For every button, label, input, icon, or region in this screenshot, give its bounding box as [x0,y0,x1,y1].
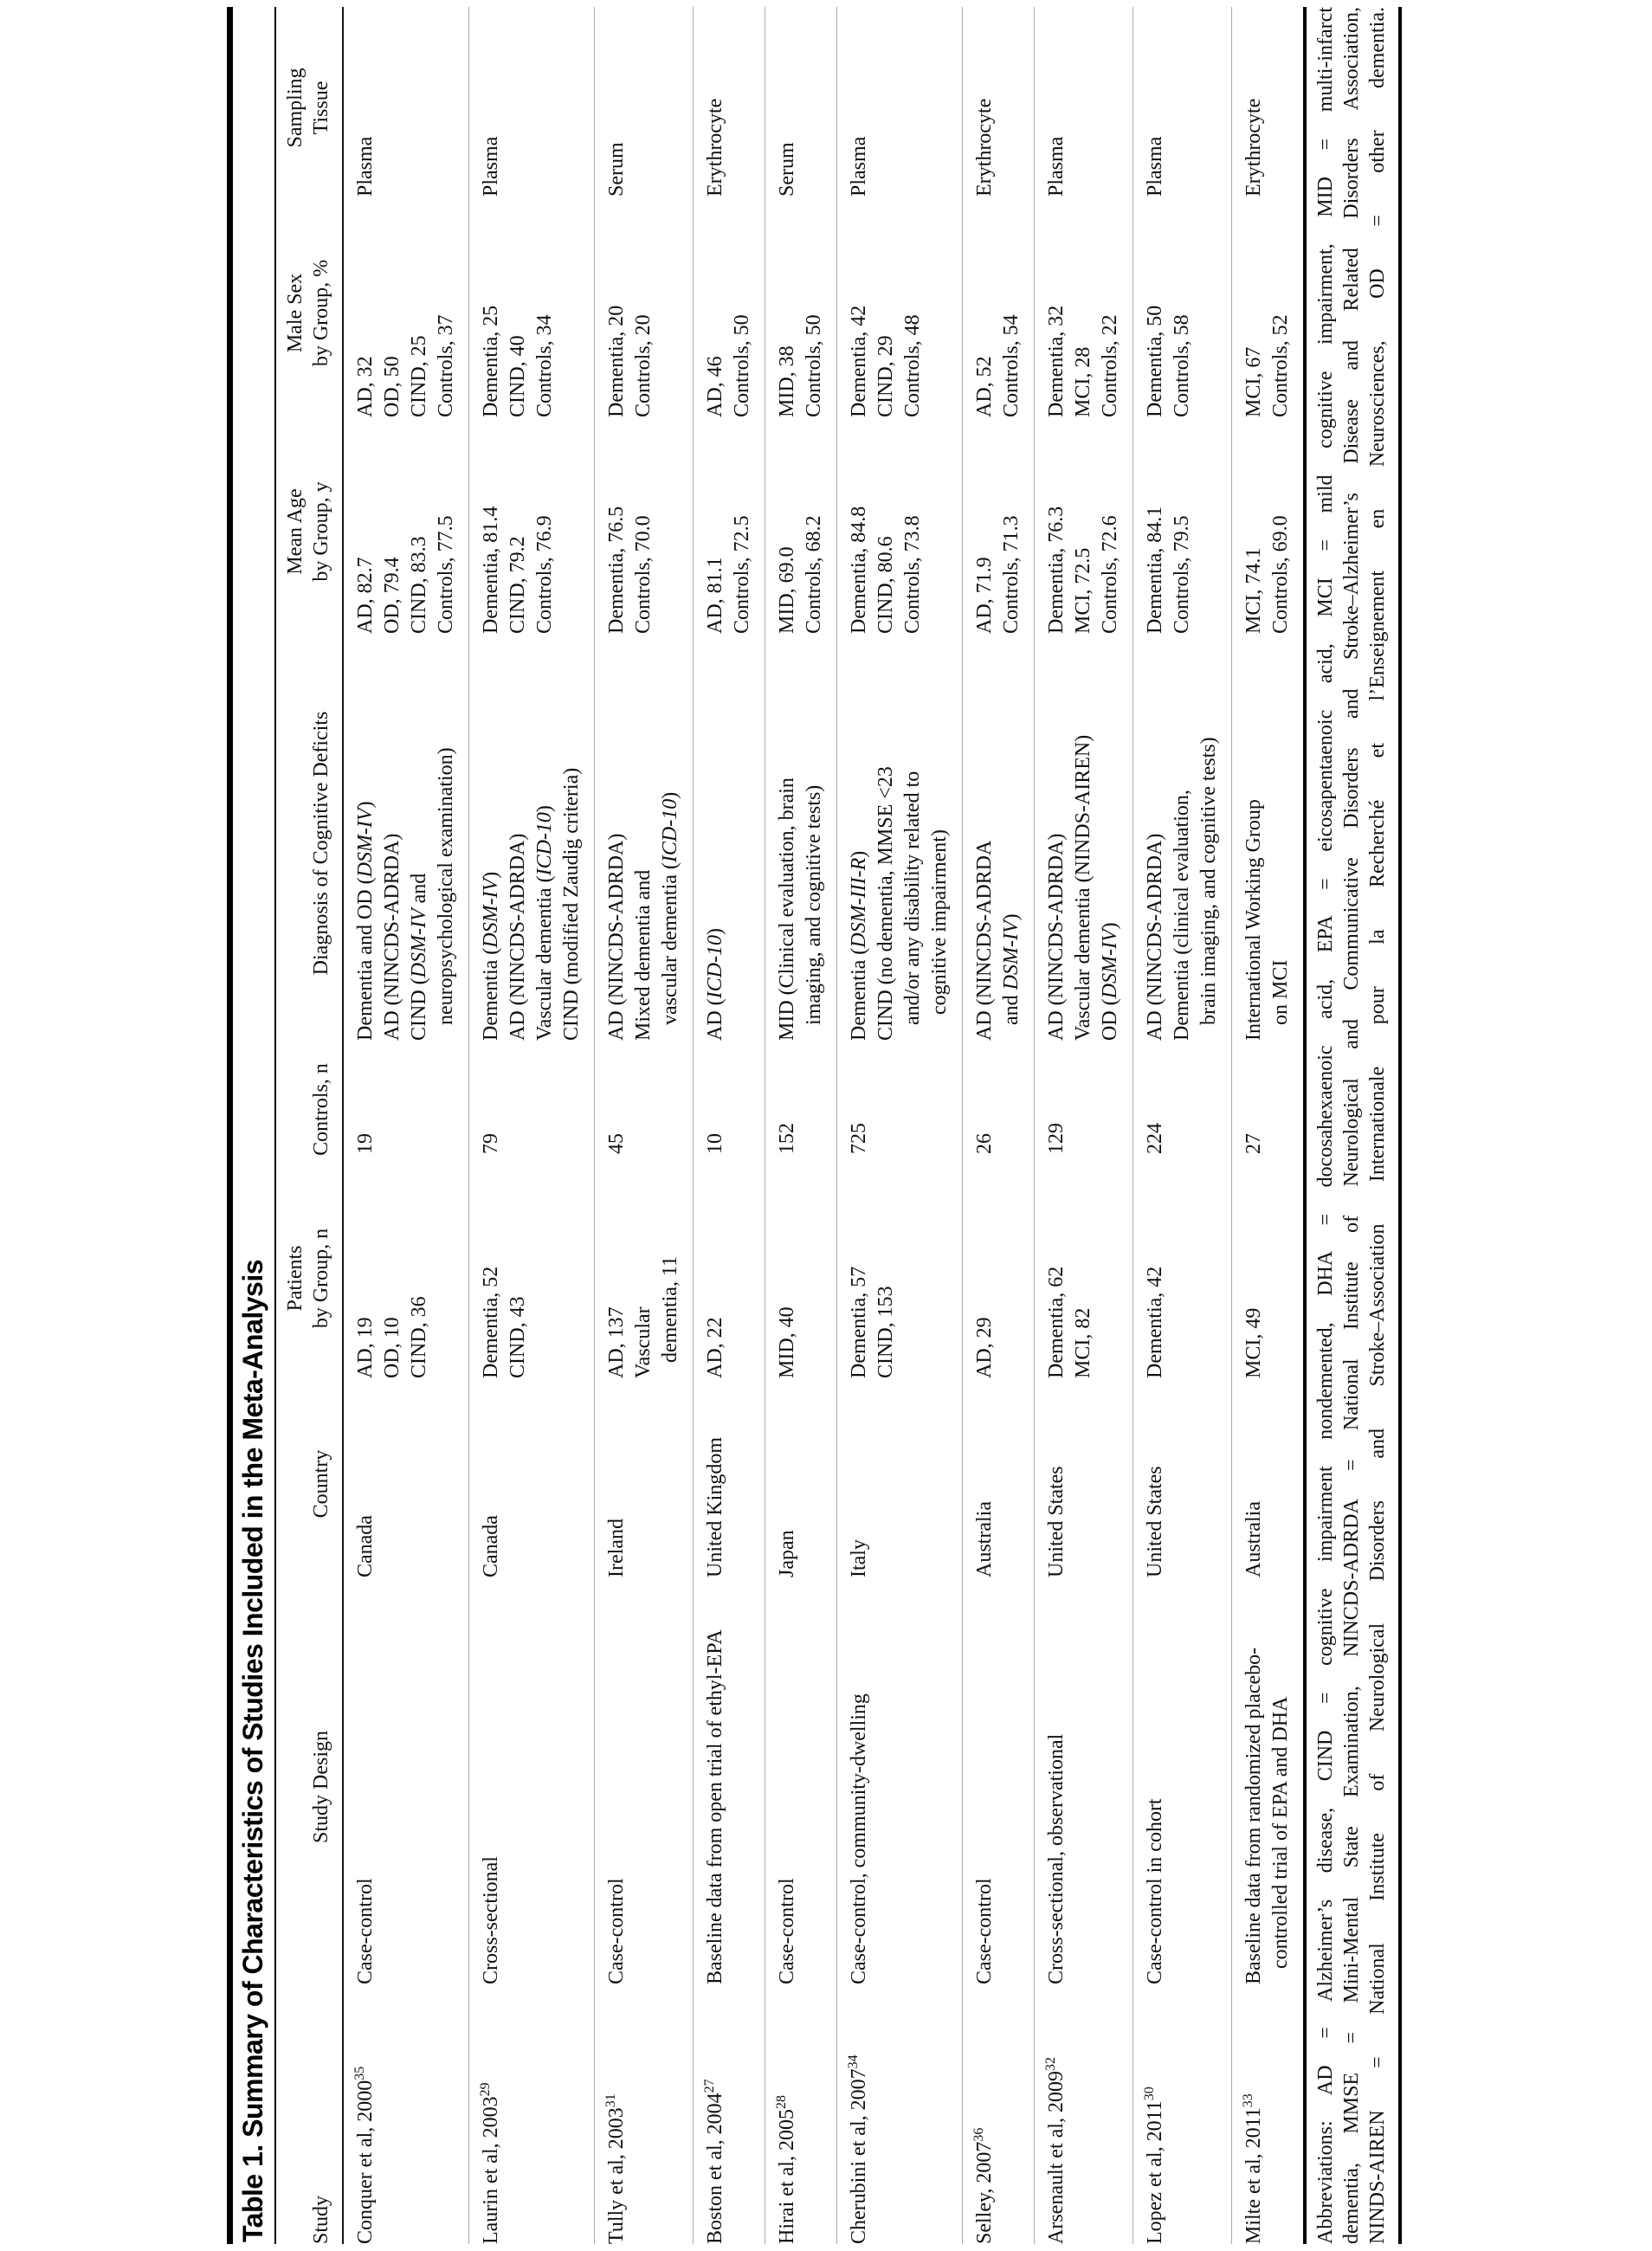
cell-country [1043,1378,1124,1577]
cell-controls [1142,1041,1223,1166]
reference-superscript: 27 [702,2079,717,2093]
cell-country [1142,1378,1223,1577]
cell-line: CIND, 36 [408,1296,430,1378]
cell-line: Baseline data from randomized placebo- [1242,1647,1265,1984]
cell-line: AD, 81.1 [704,557,726,634]
header-line: Country [310,1449,332,1519]
cell-patients [603,1166,684,1378]
cell-diagnosis [352,634,460,1041]
cell-line: AD (NINCDS-ADRDA) [381,833,403,1041]
cell-line: imaging, and cognitive tests) [803,784,825,1041]
cell-line: Serum [776,142,798,197]
cell-country [971,1378,1025,1577]
cell-line: CIND, 40 [507,335,529,417]
cell-country [1241,1378,1294,1577]
cell-line: Dementia, 52 [480,1266,502,1378]
cell-line: and/or any disability related to [901,771,924,1041]
cell-design [478,1577,585,1984]
cell-line: CIND, 83.3 [408,536,430,634]
table-row [1231,7,1303,2244]
cell-tissue [702,7,756,197]
cell-tissue [846,7,953,197]
table-header-row [276,7,342,2244]
cell-male_sex [1043,197,1124,417]
summary-table [0,7,1402,2244]
cell-country [846,1378,953,1577]
cell-line: AD (NINCDS-ADRDA) [605,833,628,1041]
cell-controls [352,1041,460,1166]
cell-line: CIND (modified Zaudig criteria) [560,767,583,1041]
cell-line: Plasma [354,136,377,197]
cell-line: International Working Group [1242,799,1265,1041]
header-line: Male Sex [284,273,307,353]
cell-diagnosis [774,634,828,1041]
cell-line: Controls, 50 [731,314,753,417]
header-line: Study [310,2195,332,2244]
header-line: Diagnosis of Cognitive Deficits [310,711,332,976]
cell-controls [702,1041,756,1166]
reference-superscript: 32 [1043,2057,1058,2072]
cell-study [846,1984,953,2244]
cell-line: Dementia, 76.5 [605,506,628,634]
cell-male_sex [603,197,684,417]
cell-line: CIND, 153 [874,1286,897,1378]
cell-patients [702,1166,756,1378]
cell-line: OD (DSM-IV) [1099,922,1121,1041]
cell-study [478,1984,585,2244]
cell-patients [1043,1166,1124,1378]
cell-design [971,1577,1025,1984]
cell-line: cognitive impairment) [928,829,951,1041]
study-label: Milte et al, 2011$^{33}$ [1241,2093,1265,2244]
cell-design [1043,1577,1124,1984]
cell-country [702,1378,756,1577]
cell-controls [971,1041,1025,1166]
cell-diagnosis [971,634,1025,1041]
cell-line: Controls, 52 [1269,314,1292,417]
cell-line: Dementia and OD (DSM-IV) [354,801,377,1041]
table-row [1034,7,1133,2244]
cell-line: Controls, 69.0 [1269,515,1292,634]
cell-study [774,1984,828,2244]
cell-controls [1241,1041,1294,1166]
cell-tissue [971,7,1025,197]
cell-line: AD (ICD-10) [704,928,726,1041]
cell-line: Erythrocyte [1242,98,1265,197]
cell-line: OD, 79.4 [381,557,403,634]
header-line: Sampling [284,68,307,148]
cell-diagnosis [1241,634,1294,1041]
cell-line: Controls, 72.6 [1099,515,1121,634]
cell-line: AD (NINCDS-ADRDA [973,840,996,1041]
study-label: Hirai et al, 2005$^{28}$ [774,2095,798,2244]
cell-design [846,1577,953,1984]
cell-line: AD (NINCDS-ADRDA) [1144,833,1166,1041]
cell-line: Vascular dementia (NINDS-AIREN) [1072,734,1094,1041]
reference-superscript: 33 [1241,2093,1255,2108]
table-row [693,7,765,2244]
cell-mean_age [846,417,953,634]
table-body [344,7,1303,2244]
header-line: by Group, n [310,1228,332,1329]
cell-line: OD, 10 [381,1317,403,1378]
cell-line: CIND (no dementia, MMSE <23 [874,766,897,1041]
reference-superscript: 31 [603,2093,618,2108]
cell-line: Dementia, 84.1 [1144,506,1166,634]
reference-superscript: 34 [846,2054,861,2069]
cell-line: Case-control [973,1878,996,1984]
cell-diagnosis [846,634,953,1041]
cell-line: MID, 38 [776,345,798,417]
cell-controls [478,1041,585,1166]
cell-design [352,1577,460,1984]
cell-diagnosis [1142,634,1223,1041]
cell-controls [603,1041,684,1166]
cell-male_sex [774,197,828,417]
cell-male_sex [846,197,953,417]
cell-line: Dementia, 81.4 [480,506,502,634]
cell-line: vascular dementia (ICD-10) [659,791,681,1041]
cell-line: MCI, 67 [1242,346,1265,417]
table-title: Table 1. Summary of Characteristics of Studies Included in the Meta-Analysis [237,1259,268,2242]
cell-male_sex [1142,197,1223,417]
cell-mean_age [774,417,828,634]
cell-line: MCI, 82 [1072,1307,1094,1378]
cell-line: Dementia, 32 [1045,305,1068,417]
table-row [765,7,836,2244]
cell-line: CIND, 25 [408,335,430,417]
cell-line: Vascular [632,1306,655,1378]
cell-line: Cross-sectional [480,1856,502,1984]
cell-line: Controls, 71.3 [1000,515,1023,634]
table-footnote [1307,7,1398,2244]
cell-design [1241,1577,1294,1984]
footnote-line: dementia, MMSE = Mini-Mental State Examination, NINCDS-ADRDA = National Institute of Neurological and Communicative Disorders and Stroke–Alzheimer’s Disease and Related Disorders Association, [1340,7,1363,2244]
cell-diagnosis [702,634,756,1041]
footnote-line: NINDS-AIREN = National Institute of Neurological Disorders and Stroke–Association Internationale pour la Recherché et l’Enseignement en Neurosciences, OD = other dementia. [1366,7,1389,2244]
column-header-country [308,1378,334,1577]
cell-line: 19 [354,1133,377,1154]
cell-mean_age [971,417,1025,634]
header-line: by Group, y [310,481,332,582]
cell-patients [846,1166,953,1378]
cell-line: 79 [480,1133,502,1154]
cell-study [702,1984,756,2244]
footnote-bottom-rule [1398,7,1402,2244]
study-label: Laurin et al, 2003$^{29}$ [478,2082,502,2244]
cell-male_sex [478,197,585,417]
cell-line: 27 [1242,1133,1265,1154]
cell-line: Dementia, 76.3 [1045,506,1068,634]
cell-controls [774,1041,828,1166]
cell-male_sex [1241,197,1294,417]
study-label: Lopez et al, 2011$^{30}$ [1142,2087,1166,2244]
cell-line: AD (NINCDS-ADRDA) [1045,833,1068,1041]
cell-line: 152 [776,1123,798,1154]
cell-line: CIND, 43 [507,1296,529,1378]
cell-tissue [352,7,460,197]
cell-line: Erythrocyte [973,98,996,197]
cell-line: MCI, 28 [1072,346,1094,417]
cell-line: AD, 71.9 [973,557,996,634]
cell-line: Controls, 22 [1099,314,1121,417]
cell-line: MCI, 74.1 [1242,547,1265,634]
cell-study [971,1984,1025,2244]
cell-male_sex [702,197,756,417]
cell-line: Controls, 20 [632,314,655,417]
cell-line: brain imaging, and cognitive tests) [1197,737,1220,1041]
column-header-male_sex [282,197,334,417]
cell-line: Plasma [1045,136,1068,197]
cell-line: Controls, 58 [1171,314,1193,417]
cell-line: AD, 19 [354,1317,377,1378]
cell-line: neuropsychological examination) [435,747,457,1041]
reference-superscript: 29 [478,2082,493,2097]
cell-line: on MCI [1269,959,1292,1041]
cell-tissue [1142,7,1223,197]
cell-line: Dementia, 57 [848,1266,870,1378]
cell-line: AD, 46 [704,356,726,417]
study-label: Conquer et al, 2000$^{35}$ [352,2066,377,2244]
cell-mean_age [1142,417,1223,634]
study-label: Arsenault et al, 2009$^{32}$ [1043,2057,1068,2244]
cell-mean_age [1241,417,1294,634]
cell-line: MID, 40 [776,1306,798,1378]
cell-line: 45 [605,1133,628,1154]
cell-line: MCI, 49 [1242,1307,1265,1378]
table-row [1133,7,1231,2244]
cell-controls [1043,1041,1124,1166]
cell-patients [774,1166,828,1378]
cell-line: Controls, 72.5 [731,515,753,634]
table-row [836,7,962,2244]
cell-line: Dementia, 84.8 [848,506,870,634]
cell-study [1241,1984,1294,2244]
reference-superscript: 35 [352,2066,367,2080]
cell-tissue [774,7,828,197]
column-header-design [308,1577,334,1984]
footnote-line: Abbreviations: AD = Alzheimer’s disease, CIND = cognitive impairment nondemented, DHA = docosahexaenoic acid, EPA = eicosapentaenoic acid, MCI = mild cognitive impairment, MID = multi-infarct [1314,7,1337,2244]
cell-line: Controls, 79.5 [1171,515,1193,634]
cell-study [603,1984,684,2244]
cell-line: United States [1045,1466,1068,1577]
cell-line: 26 [973,1133,996,1154]
cell-study [352,1984,460,2244]
cell-mean_age [603,417,684,634]
cell-line: CIND (DSM-IV and [408,873,430,1041]
header-line: Controls, n [310,1063,332,1156]
table-row [962,7,1034,2244]
cell-line: controlled trial of EPA and DHA [1269,1696,1292,1984]
table-row [594,7,693,2244]
column-header-tissue [282,7,334,197]
cell-line: Dementia (DSM-IV) [480,871,502,1041]
cell-design [603,1577,684,1984]
cell-mean_age [478,417,585,634]
cell-line: Controls, 50 [803,314,825,417]
cell-line: Case-control [776,1878,798,1984]
column-header-diagnosis [308,634,334,1041]
table-row [468,7,594,2244]
column-header-patients [282,1166,334,1378]
cell-patients [1142,1166,1223,1378]
cell-line: AD, 32 [354,356,377,417]
cell-line: Ireland [605,1519,628,1577]
cell-line: OD, 50 [381,356,403,417]
cell-line: dementia, 11 [659,1255,681,1378]
header-line: by Group, % [310,259,332,367]
cell-country [603,1378,684,1577]
cell-line: AD, 22 [704,1317,726,1378]
header-line: Study Design [310,1731,332,1844]
cell-diagnosis [1043,634,1124,1041]
cell-mean_age [352,417,460,634]
cell-study [1142,1984,1223,2244]
cell-line: Dementia, 42 [848,305,870,417]
cell-tissue [1043,7,1124,197]
reference-superscript: 36 [971,2127,986,2142]
cell-study [1043,1984,1124,2244]
cell-line: Dementia, 62 [1045,1266,1068,1378]
cell-design [1142,1577,1223,1984]
cell-line: Controls, 68.2 [803,515,825,634]
cell-controls [846,1041,953,1166]
cell-line: MID (Clinical evaluation, brain [776,777,798,1041]
cell-line: MCI, 72.5 [1072,547,1094,634]
column-header-study [308,1984,334,2244]
cell-tissue [1241,7,1294,197]
cell-line: Australia [1242,1501,1265,1577]
cell-patients [478,1166,585,1378]
cell-line: CIND, 80.6 [874,536,897,634]
cell-line: Plasma [480,136,502,197]
cell-patients [971,1166,1025,1378]
cell-line: Controls, 37 [435,314,457,417]
cell-design [702,1577,756,1984]
cell-line: Controls, 34 [533,314,556,417]
cell-line: CIND, 79.2 [507,536,529,634]
cell-line: Dementia, 20 [605,305,628,417]
cell-line: Controls, 73.8 [901,515,924,634]
cell-line: United States [1144,1466,1166,1577]
cell-line: Vascular dementia (ICD-10) [533,805,556,1041]
header-line: Mean Age [284,488,307,575]
cell-line: Case-control [605,1878,628,1984]
study-label: Cherubini et al, 2007$^{34}$ [846,2054,870,2244]
cell-line: AD, 29 [973,1317,996,1378]
column-header-mean_age [282,417,334,634]
cell-line: Controls, 70.0 [632,515,655,634]
cell-design [774,1577,828,1984]
cell-line: Japan [776,1530,798,1577]
cell-line: Plasma [848,136,870,197]
cell-country [774,1378,828,1577]
table-row [344,7,468,2244]
cell-line: 725 [848,1123,870,1154]
cell-line: Case-control, community-dwelling [848,1693,870,1984]
cell-tissue [603,7,684,197]
table-top-rule [227,7,233,2244]
cell-diagnosis [478,634,585,1041]
cell-line: Case-control in cohort [1144,1798,1166,1984]
header-line: Tissue [310,81,332,135]
cell-line: Controls, 48 [901,314,924,417]
cell-line: Case-control [354,1878,377,1984]
cell-line: Canada [480,1515,502,1577]
cell-line: Controls, 54 [1000,314,1023,417]
cell-line: and DSM-IV) [1000,913,1023,1041]
cell-line: Dementia, 42 [1144,1266,1166,1378]
cell-patients [352,1166,460,1378]
cell-tissue [478,7,585,197]
cell-line: Dementia, 50 [1144,305,1166,417]
cell-line: AD (NINCDS-ADRDA) [507,833,529,1041]
cell-line: Controls, 76.9 [533,515,556,634]
cell-line: AD, 52 [973,356,996,417]
cell-male_sex [352,197,460,417]
cell-line: MID, 69.0 [776,546,798,634]
reference-superscript: 28 [774,2095,789,2110]
study-label: Boston et al, 2004$^{27}$ [702,2079,726,2244]
cell-line: Plasma [1144,136,1166,197]
cell-patients [1241,1166,1294,1378]
cell-line: AD, 137 [605,1306,628,1378]
cell-mean_age [702,417,756,634]
cell-line: Australia [973,1501,996,1577]
study-label: Tully et al, 2003$^{31}$ [603,2093,628,2244]
cell-country [478,1378,585,1577]
cell-male_sex [971,197,1025,417]
cell-line: Cross-sectional, observational [1045,1733,1068,1984]
header-line: Patients [284,1245,307,1312]
cell-line: Baseline data from open trial of ethyl-EPA [704,1629,726,1984]
cell-line: AD, 82.7 [354,557,377,634]
cell-line: Dementia, 25 [480,305,502,417]
cell-line: Serum [605,142,628,197]
cell-line: Canada [354,1515,377,1577]
cell-line: United Kingdom [704,1437,726,1577]
reference-superscript: 30 [1142,2087,1157,2101]
cell-line: CIND, 29 [874,335,897,417]
study-label: Selley, 2007$^{36}$ [971,2127,996,2244]
cell-line: 10 [704,1133,726,1154]
cell-line: Erythrocyte [704,98,726,197]
cell-line: Italy [848,1539,870,1577]
cell-line: Controls, 77.5 [435,515,457,634]
cell-line: Mixed dementia and [632,869,655,1041]
cell-mean_age [1043,417,1124,634]
cell-line: 129 [1045,1123,1068,1154]
cell-line: Dementia (DSM-III-R) [848,850,870,1041]
cell-line: Dementia (clinical evaluation, [1171,790,1193,1041]
cell-diagnosis [603,634,684,1041]
column-header-controls [308,1041,334,1166]
cell-line: 224 [1144,1123,1166,1154]
cell-country [352,1378,460,1577]
